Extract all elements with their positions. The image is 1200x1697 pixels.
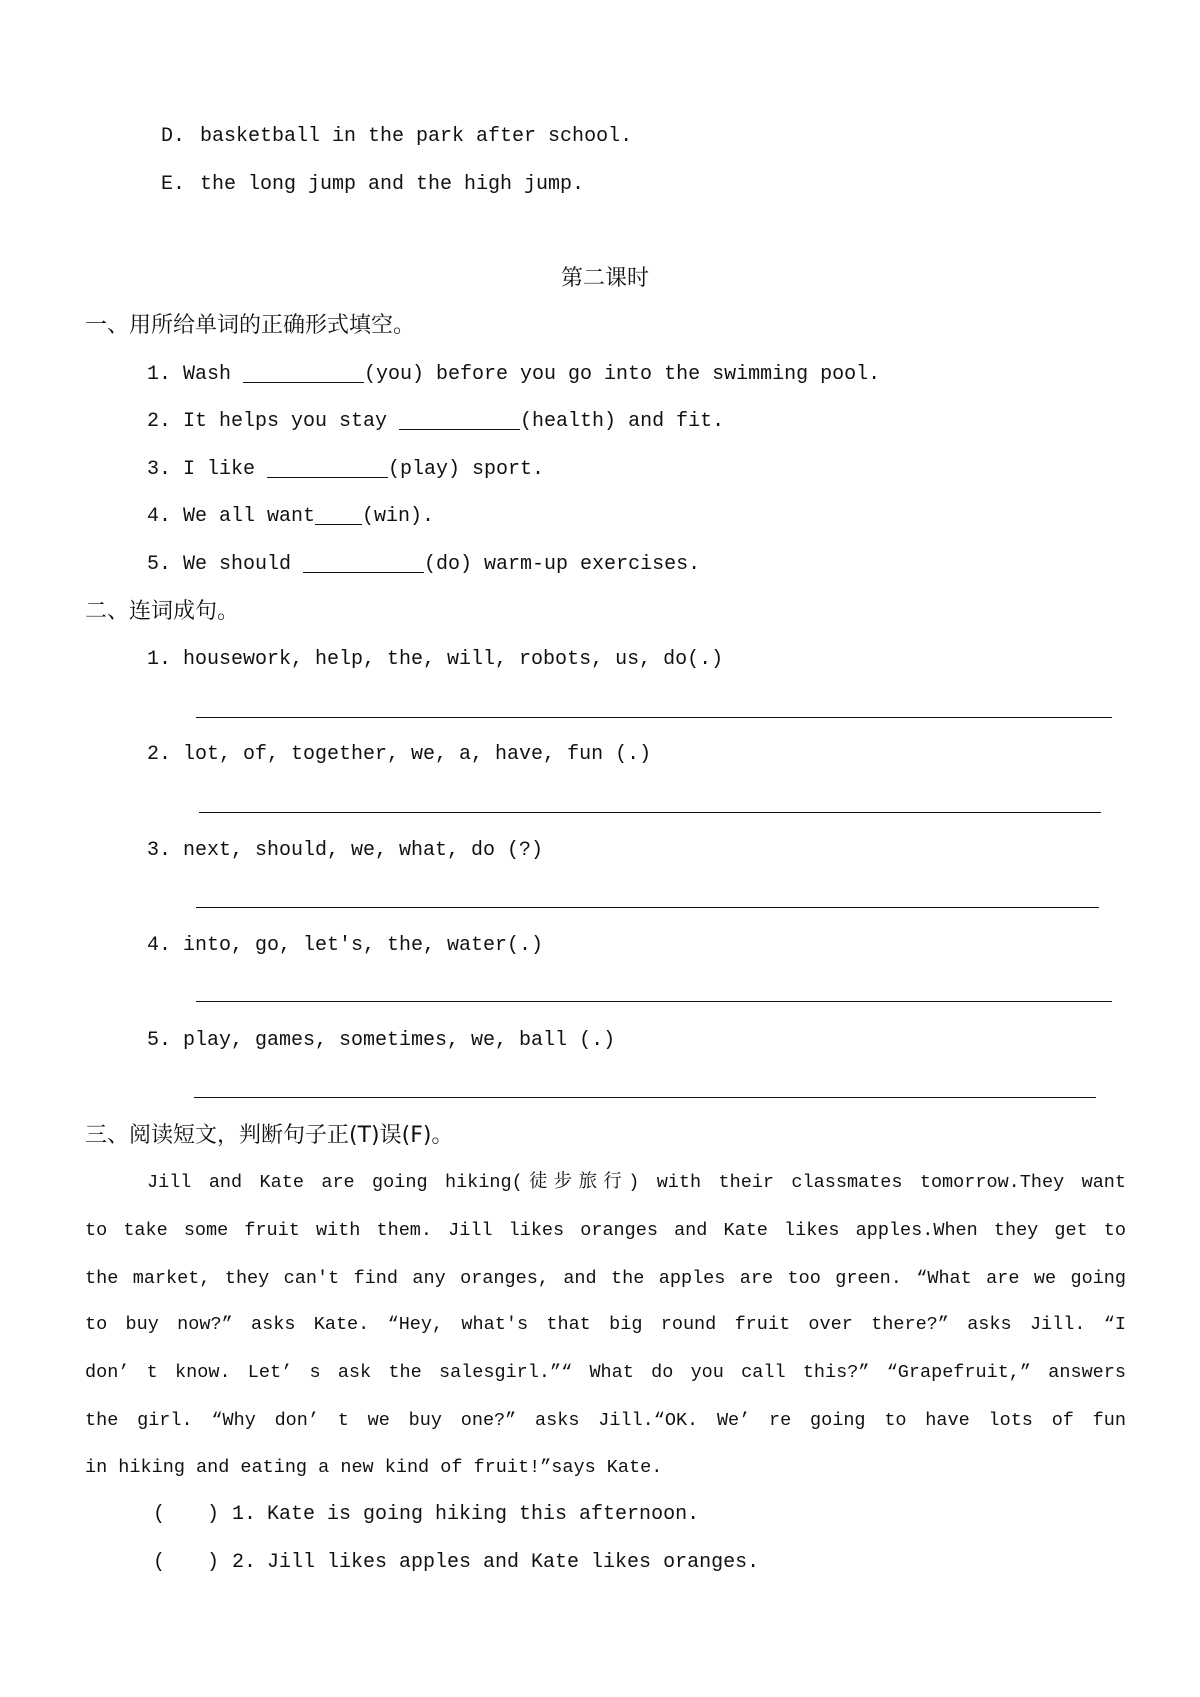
section2-heading: 二、连词成句。 [85, 599, 240, 624]
fill-blank [303, 552, 424, 573]
item-text-after: (play) sport. [388, 458, 545, 481]
item-number: 5. [147, 553, 172, 576]
fill-item-2 [147, 408, 724, 436]
item-text-before: I like [183, 458, 256, 481]
item-text-after: (do) warm-up exercises. [424, 553, 701, 576]
item-number: 3. [147, 839, 172, 862]
item-words: housework, help, the, will, robots, us, do(.) [183, 648, 724, 671]
lesson-title: 第二课时 [560, 266, 649, 291]
passage-line: Jill and Kate are going hiking(徒步旅行) with their classmates tomorrow.They want [147, 1172, 1126, 1193]
passage-line: the girl. “Why don’ t we buy one?” asks Jill.“OK. We’ re going to have lots of fun [85, 1410, 1126, 1431]
fill-item-1 [147, 361, 880, 389]
item-words: play, games, sometimes, we, ball (.) [183, 1029, 616, 1052]
item-text-after: (win). [362, 505, 435, 528]
section3-heading: 三、阅读短文，判断句子正(T)误(F)。 [85, 1123, 454, 1148]
answer-bracket-close: ) [207, 1551, 220, 1574]
answer-line [194, 1097, 1096, 1098]
item-number: 4. [147, 934, 172, 957]
item-text-before: It helps you stay [183, 410, 388, 433]
item-number: 2. [147, 743, 172, 766]
option-letter: D. [161, 125, 186, 148]
answer-line [196, 717, 1112, 718]
item-text-after: (health) and fit. [520, 410, 725, 433]
passage-line: the market, they can't find any oranges, and the apples are too green. “What are we going [85, 1268, 1126, 1289]
fill-blank [315, 504, 362, 525]
fill-item-3 [147, 456, 544, 484]
fill-blank [267, 457, 388, 478]
passage-line: to take some fruit with them. Jill likes oranges and Kate likes apples.When they get to [85, 1220, 1126, 1241]
passage-line: in hiking and eating a new kind of fruit!”says Kate. [85, 1457, 663, 1478]
item-words: next, should, we, what, do (?) [183, 839, 544, 862]
item-words: into, go, let's, the, water(.) [183, 934, 544, 957]
question-text: Jill likes apples and Kate likes oranges. [267, 1551, 760, 1574]
item-text-after: (you) before you go into the swimming pool. [364, 363, 881, 386]
reorder-item-5 [147, 1027, 615, 1055]
judge-question-2 [153, 1549, 1053, 1577]
item-text-before: We should [183, 553, 292, 576]
answer-line [196, 907, 1099, 908]
fill-blank [243, 362, 364, 383]
option-d [161, 123, 861, 151]
reorder-item-3 [147, 837, 543, 865]
answer-bracket-open: ( [153, 1503, 166, 1526]
judge-question-1 [153, 1501, 1053, 1529]
answer-line [196, 1001, 1112, 1002]
answer-bracket-open: ( [153, 1551, 166, 1574]
fill-item-5 [147, 551, 700, 579]
answer-bracket-close: ) [207, 1503, 220, 1526]
item-text-before: Wash [183, 363, 232, 386]
fill-blank [399, 409, 520, 430]
passage-line: to buy now?” asks Kate. “Hey, what's that big round fruit over there?” asks Jill. “I [85, 1314, 1126, 1335]
reorder-item-1 [147, 646, 723, 674]
fill-item-4 [147, 503, 434, 531]
item-number: 3. [147, 458, 172, 481]
option-letter: E. [161, 173, 186, 196]
item-number: 5. [147, 1029, 172, 1052]
section1-heading: 一、用所给单词的正确形式填空。 [85, 313, 416, 338]
answer-line [199, 812, 1101, 813]
passage-line: don’ t know. Let’ s ask the salesgirl.”“ What do you call this?” “Grapefruit,” answers [85, 1362, 1126, 1383]
question-number: 2. [232, 1551, 257, 1574]
item-number: 4. [147, 505, 172, 528]
question-number: 1. [232, 1503, 257, 1526]
option-e [161, 171, 861, 199]
option-text: basketball in the park after school. [200, 125, 633, 148]
option-text: the long jump and the high jump. [200, 173, 585, 196]
item-text-before: We all want [183, 505, 316, 528]
item-number: 1. [147, 363, 172, 386]
item-number: 1. [147, 648, 172, 671]
reorder-item-4 [147, 932, 543, 960]
reorder-item-2 [147, 741, 651, 769]
item-number: 2. [147, 410, 172, 433]
item-words: lot, of, together, we, a, have, fun (.) [183, 743, 652, 766]
question-text: Kate is going hiking this afternoon. [267, 1503, 700, 1526]
